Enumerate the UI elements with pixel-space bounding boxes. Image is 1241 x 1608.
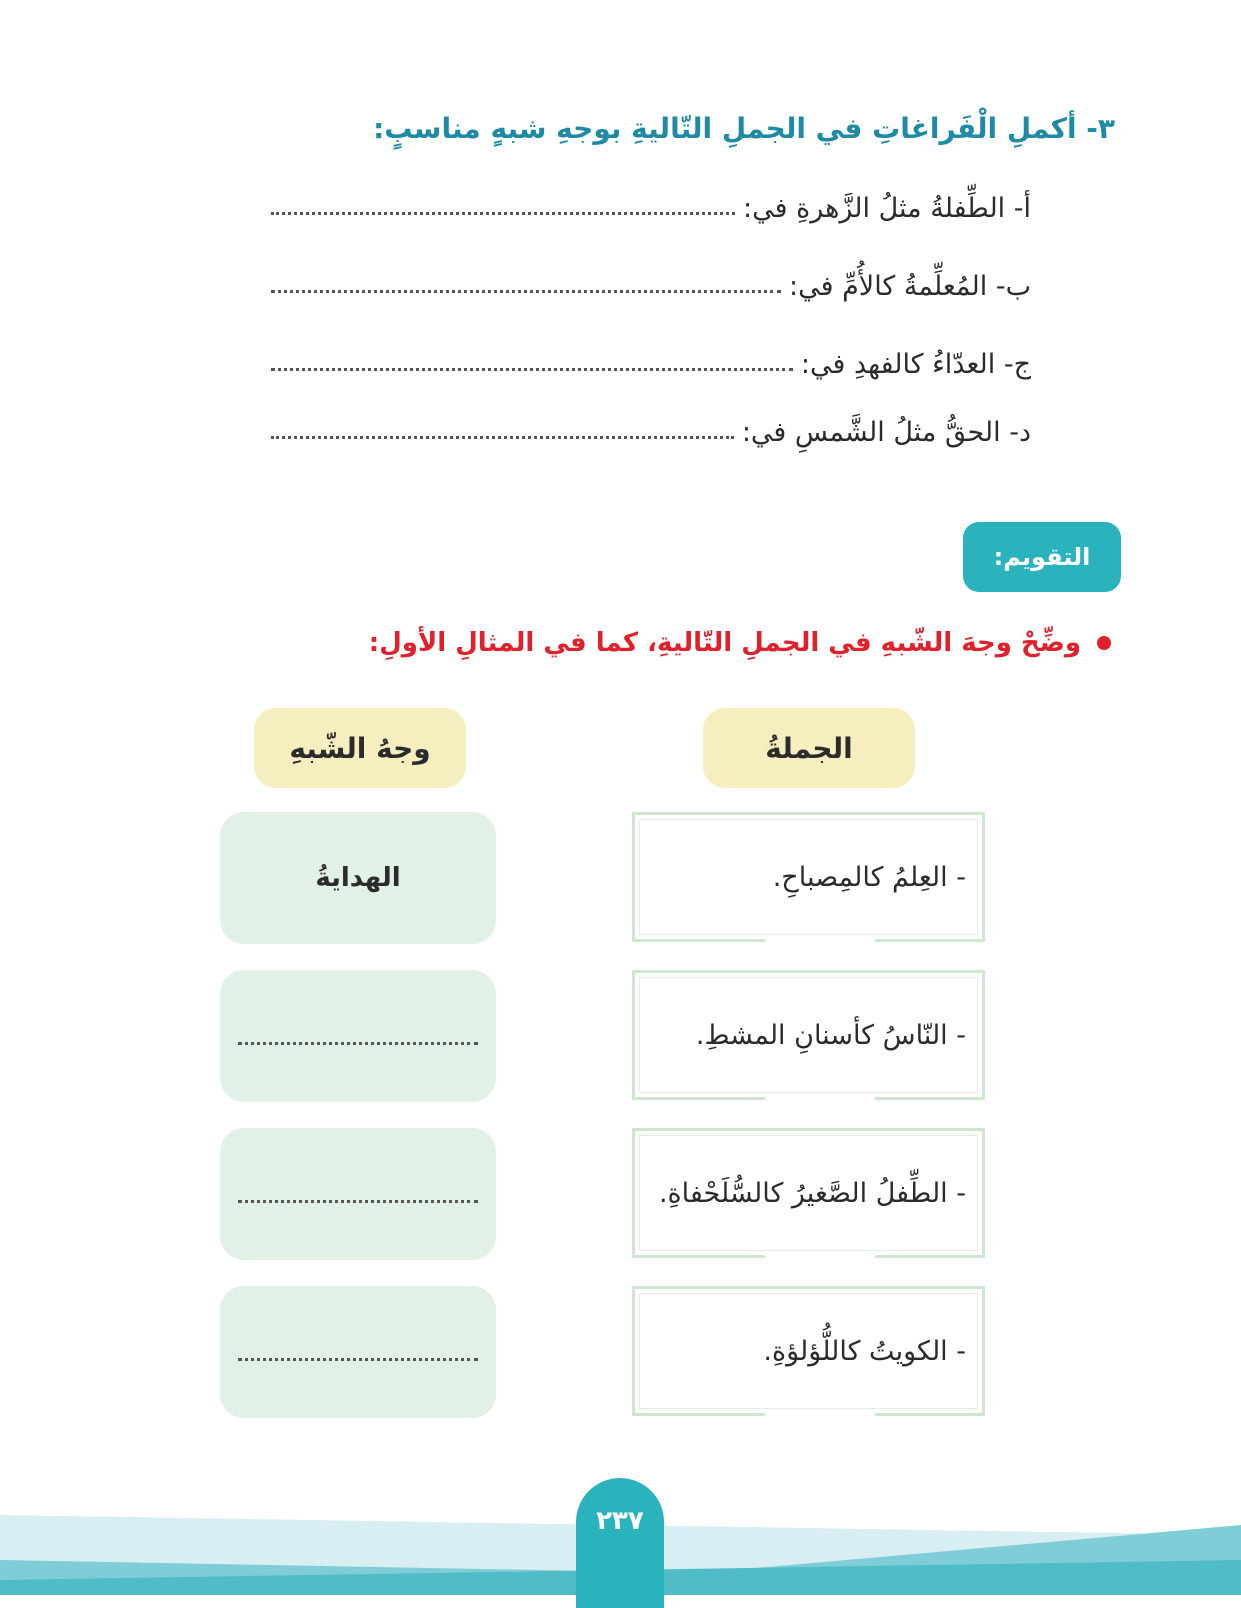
sentence-text-4: - الكويتُ كاللُّؤلؤةِ. [763, 1335, 966, 1367]
sentence-box-2 [632, 970, 985, 1100]
answer-box-1 [220, 812, 496, 944]
evaluation-badge: التقويم: [963, 522, 1121, 592]
sentence-box-3 [632, 1128, 985, 1258]
exercise-3-title: ٣- أكملِ الْفَراغاتِ في الجملِ التّاليةِ بوجهِ شبهٍ مناسبٍ: [373, 112, 1115, 145]
answer-box-3[interactable] [220, 1128, 496, 1260]
blank-line-b-dots[interactable] [271, 290, 781, 293]
evaluation-instruction [211, 628, 1111, 658]
instruction-text: وضِّحْ وجهَ الشّبهِ في الجملِ التّاليةِ، كما في المثالِ الأولِ: [368, 628, 1081, 658]
blank-line-a-label: أ- الطِّفلةُ مثلُ الزَّهرةِ في: [743, 193, 1031, 224]
blank-line-c[interactable] [271, 336, 1031, 380]
sentence-text-2: - النّاسُ كأسنانِ المشطِ. [695, 1019, 966, 1051]
sentence-text-1: - العِلمُ كالمِصباحِ. [772, 861, 966, 893]
answer-blank-3[interactable] [238, 1200, 478, 1203]
answer-blank-2[interactable] [238, 1042, 478, 1045]
answer-box-4[interactable] [220, 1286, 496, 1418]
answer-blank-4[interactable] [238, 1358, 478, 1361]
blank-line-d[interactable] [271, 404, 1031, 448]
blank-line-a[interactable] [271, 180, 1031, 224]
blank-line-b-label: ب- المُعلِّمةُ كالأُمِّ في: [789, 271, 1031, 302]
page-number: ٢٣٧ [576, 1478, 664, 1608]
blank-line-b[interactable] [271, 258, 1031, 302]
blank-line-d-dots[interactable] [271, 436, 734, 439]
blank-line-c-dots[interactable] [271, 368, 793, 371]
header-sentence: الجملةُ [703, 708, 915, 788]
blank-line-d-label: د- الحقُّ مثلُ الشَّمسِ في: [741, 417, 1031, 448]
answer-box-2[interactable] [220, 970, 496, 1102]
header-similarity: وجهُ الشّبهِ [254, 708, 466, 788]
answer-text-1: الهدايةُ [315, 863, 401, 893]
sentence-box-4 [632, 1286, 985, 1416]
sentence-text-3: - الطِّفلُ الصَّغيرُ كالسُّلَحْفاةِ. [658, 1177, 966, 1209]
sentence-box-1 [632, 812, 985, 942]
bullet-icon [1097, 636, 1111, 650]
blank-line-c-label: ج- العدّاءُ كالفهدِ في: [800, 349, 1031, 380]
blank-line-a-dots[interactable] [271, 212, 735, 215]
